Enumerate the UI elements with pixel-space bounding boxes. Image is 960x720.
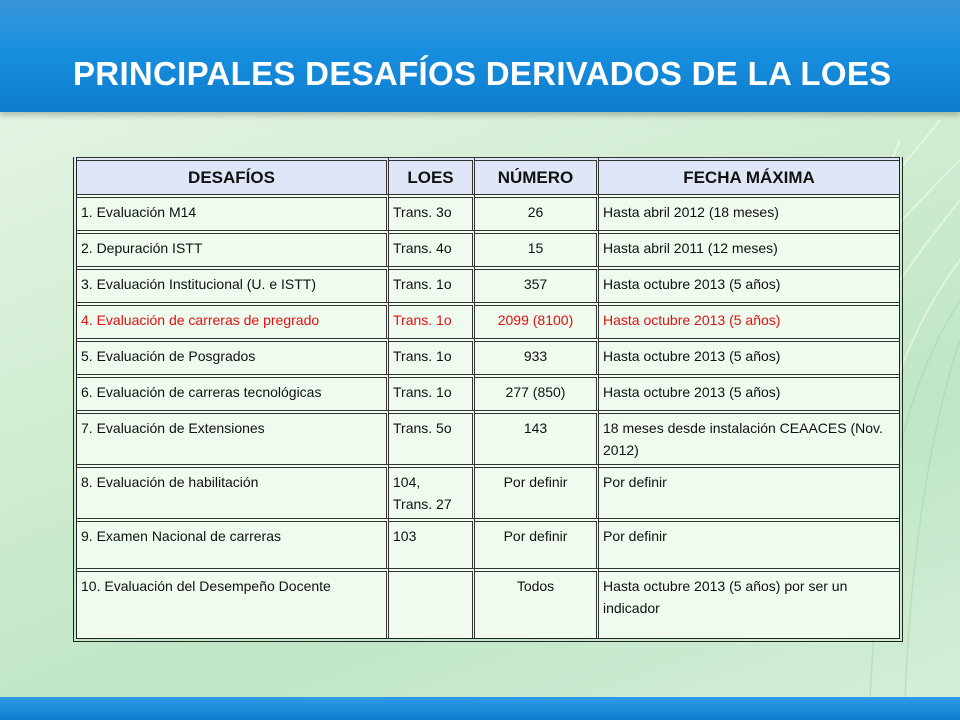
column-header-desafios: DESAFÍOS [77,157,389,194]
cell-desafio: 1. Evaluación M14 [77,194,389,230]
cell-numero: 933 [475,338,599,374]
cell-numero: 357 [475,266,599,302]
cell-numero: Por definir [475,464,599,518]
cell-fecha: Hasta octubre 2013 (5 años) [599,266,899,302]
cell-fecha: Por definir [599,464,899,518]
table-row [77,266,899,302]
cell-fecha: Hasta octubre 2013 (5 años) [599,338,899,374]
cell-desafio: 8. Evaluación de habilitación [77,464,389,518]
table-row [77,194,899,230]
footer-bar [0,697,960,720]
cell-fecha: Hasta octubre 2013 (5 años) [599,374,899,410]
column-header-numero: NÚMERO [475,157,599,194]
cell-desafio: 9. Examen Nacional de carreras [77,518,389,568]
cell-loes: Trans. 1o [389,302,475,338]
table-row-highlighted [77,302,899,338]
cell-desafio: 3. Evaluación Institucional (U. e ISTT) [77,266,389,302]
cell-fecha: Hasta octubre 2013 (5 años) por ser un indicador [599,568,899,638]
column-header-fecha-maxima: FECHA MÁXIMA [599,157,899,194]
table-row [77,374,899,410]
cell-loes: Trans. 1o [389,266,475,302]
cell-fecha: Por definir [599,518,899,568]
table-row [77,230,899,266]
cell-loes: 103 [389,518,475,568]
cell-numero: 15 [475,230,599,266]
challenges-table [73,157,903,642]
cell-fecha: 18 meses desde instalación CEAACES (Nov. 2012) [599,410,899,464]
cell-desafio: 6. Evaluación de carreras tecnológicas [77,374,389,410]
cell-fecha: Hasta abril 2012 (18 meses) [599,194,899,230]
table-row [77,464,899,518]
cell-loes [389,568,475,638]
cell-fecha: Hasta octubre 2013 (5 años) [599,302,899,338]
cell-desafio: 4. Evaluación de carreras de pregrado [77,302,389,338]
cell-loes: Trans. 3o [389,194,475,230]
cell-numero: 2099 (8100) [475,302,599,338]
cell-loes-line2: Trans. 27 [393,496,452,512]
cell-numero: Todos [475,568,599,638]
cell-fecha: Hasta abril 2011 (12 meses) [599,230,899,266]
column-header-loes: LOES [389,157,475,194]
cell-loes: Trans. 1o [389,338,475,374]
page-title: PRINCIPALES DESAFÍOS DERIVADOS DE LA LOES [73,55,892,92]
table-row [77,338,899,374]
table-row [77,410,899,464]
cell-desafio: 7. Evaluación de Extensiones [77,410,389,464]
table-row [77,518,899,568]
cell-loes [389,464,475,518]
cell-desafio: 2. Depuración ISTT [77,230,389,266]
cell-desafio: 5. Evaluación de Posgrados [77,338,389,374]
cell-loes: Trans. 5o [389,410,475,464]
cell-desafio: 10. Evaluación del Desempeño Docente [77,568,389,638]
cell-loes-line1: 104, [393,474,421,490]
cell-numero: 26 [475,194,599,230]
cell-numero: Por definir [475,518,599,568]
table-header-row [77,157,899,194]
table-row [77,568,899,638]
cell-loes: Trans. 1o [389,374,475,410]
cell-numero: 143 [475,410,599,464]
cell-numero: 277 (850) [475,374,599,410]
cell-loes: Trans. 4o [389,230,475,266]
